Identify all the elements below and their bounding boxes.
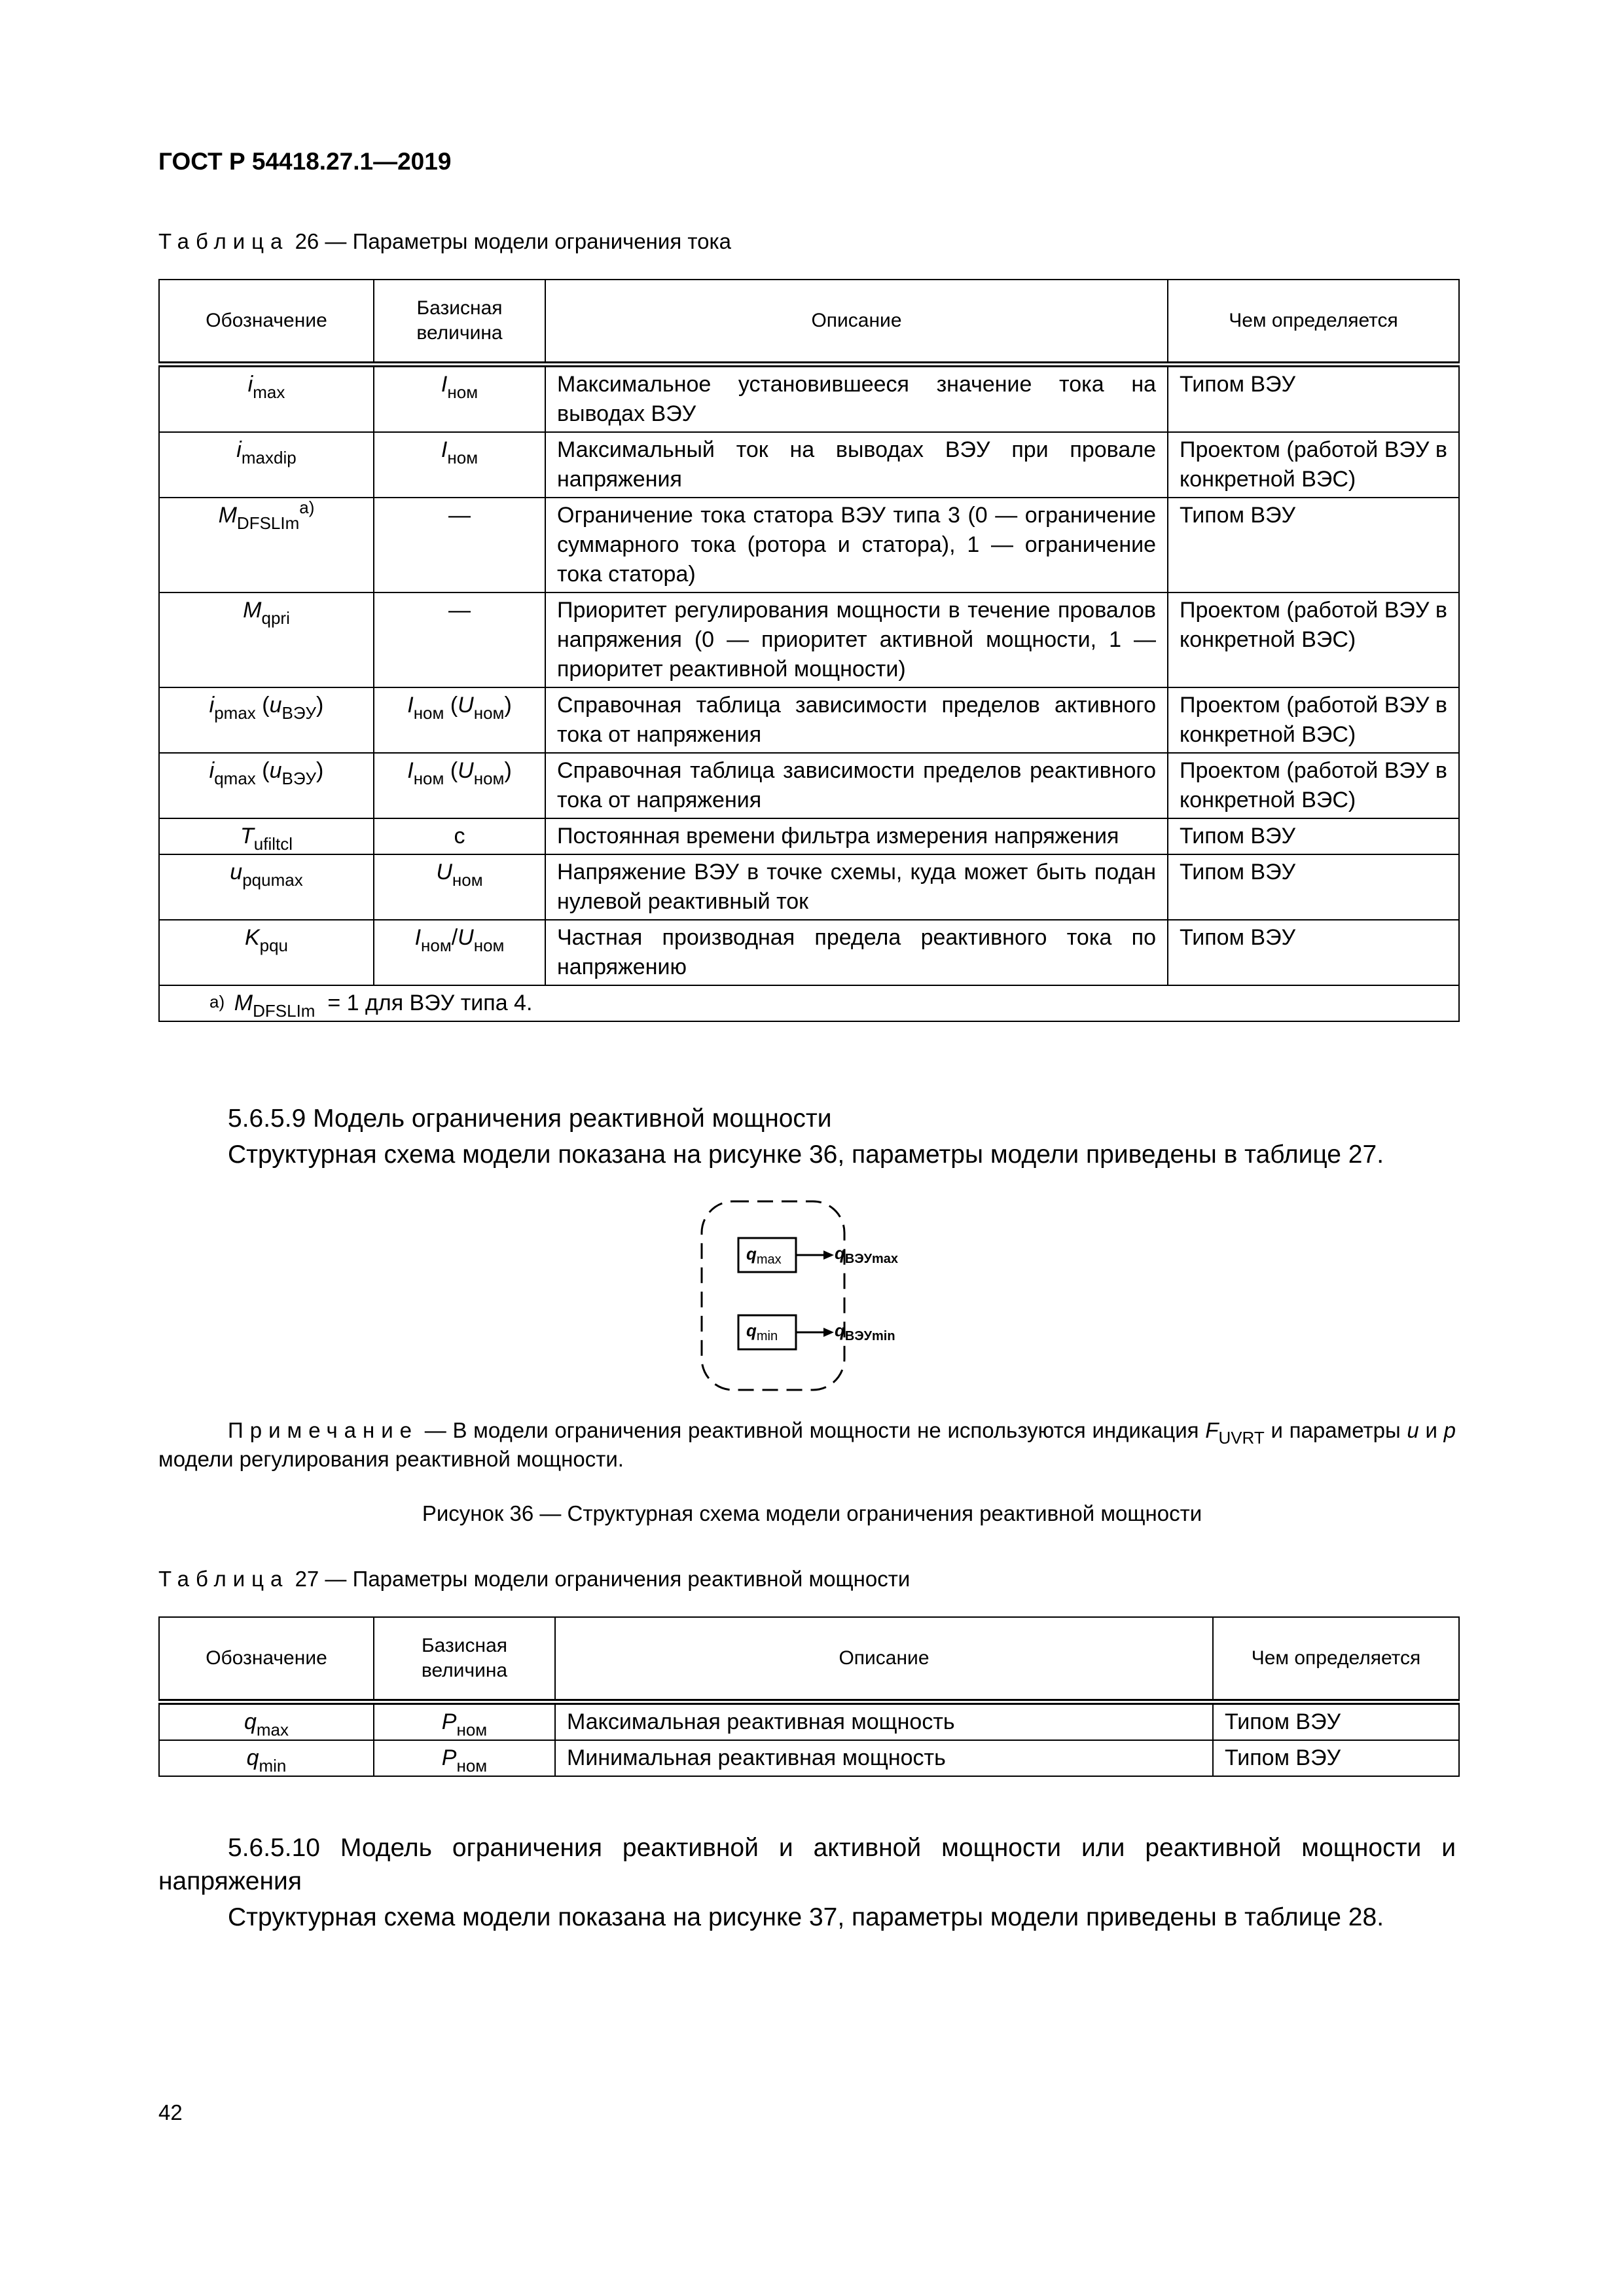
table-caption-word: Таблица [158,229,289,253]
arrow-right-icon [823,1250,834,1260]
base-cell: $I_{ном}$ [374,365,545,433]
determined-by-cell: Типом ВЭУ [1168,365,1459,433]
figure-36-diagram [694,1195,969,1398]
symbol-cell: $M_{qpri}$ [159,592,374,687]
determined-by-cell: Проектом (работой ВЭУ в конкретной ВЭС) [1168,432,1459,498]
description-cell: Справочная таблица зависимости пределов активного тока от напряжения [545,687,1168,753]
symbol-cell: $M_{DFSLIm}^{а)}$ [159,498,374,592]
symbol-cell: $q_{max}$ [159,1702,374,1741]
description-cell: Справочная таблица зависимости пределов реактивного тока от напряжения [545,753,1168,818]
svg-text:qmin: $q_{min}$ [746,1321,778,1343]
table-row [159,818,1459,854]
description-cell: Напряжение ВЭУ в точке схемы, куда может быть подан нулевой реактивный ток [545,854,1168,920]
description-cell: Приоритет регулирования мощности в течение провалов напряжения (0 — приоритет активной мощности, 1 — приоритет реактивной мощности) [545,592,1168,687]
description-cell: Ограничение тока статора ВЭУ типа 3 (0 — ограничение суммарного тока (ротора и статора), 1 — ограничение тока статора) [545,498,1168,592]
table-footnote-row [159,985,1459,1021]
determined-by-cell: Типом ВЭУ [1168,498,1459,592]
symbol-cell: $K_{pqu}$ [159,920,374,985]
table-caption-text: 27 — Параметры модели ограничения реактивной мощности [295,1567,911,1591]
symbol-cell: $i_{maxdip}$ [159,432,374,498]
base-cell: $P_{ном}$ [374,1740,555,1776]
table-row [159,753,1459,818]
symbol-cell: $u_{pqumax}$ [159,854,374,920]
determined-by-cell: Типом ВЭУ [1168,818,1459,854]
table-27-caption [158,1567,910,1592]
column-header-determined-by: Чем определяется [1168,280,1459,365]
base-cell: $I_{ном}$ $(U_{ном})$ [374,753,545,818]
symbol-cell: $q_{min}$ [159,1740,374,1776]
base-cell: — [374,592,545,687]
symbol-cell: $i_{pmax}$ $(u_{ВЭУ})$ [159,687,374,753]
symbol-cell: $i_{qmax}$ $(u_{ВЭУ})$ [159,753,374,818]
column-header-description: Описание [545,280,1168,365]
svg-text:qВЭУmax: $q_{ВЭУmax}$ [835,1243,899,1266]
section-heading-5-6-5-10: 5.6.5.10 Модель ограничения реактивной и активной мощности или реактивной мощности и напряжения [158,1834,1456,1895]
determined-by-cell: Типом ВЭУ [1168,854,1459,920]
table-row [159,920,1459,985]
table-row [159,498,1459,592]
base-cell: $U_{ном}$ [374,854,545,920]
determined-by-cell: Типом ВЭУ [1213,1702,1459,1741]
column-header-description: Описание [555,1617,1213,1702]
symbol-cell: $i_{max}$ [159,365,374,433]
base-cell: — [374,498,545,592]
column-header-symbol: Обозначение [159,280,374,365]
table-row [159,592,1459,687]
section-text-5-6-5-9: Структурная схема модели показана на рисунке 36, параметры модели приведены в таблице 27. [228,1140,1384,1169]
table-27 [158,1616,1460,1777]
base-cell: $I_{ном}$ [374,432,545,498]
column-header-base-value: Базисная величина [374,280,545,365]
arrow-right-icon [823,1328,834,1337]
section-text-5-6-5-10: Структурная схема модели показана на рисунке 37, параметры модели приведены в таблице 28. [228,1903,1384,1931]
description-cell: Максимальный ток на выводах ВЭУ при провале напряжения [545,432,1168,498]
determined-by-cell: Проектом (работой ВЭУ в конкретной ВЭС) [1168,687,1459,753]
table-row [159,432,1459,498]
description-cell: Минимальная реактивная мощность [555,1740,1213,1776]
table-caption-word: Таблица [158,1567,289,1591]
table-caption-text: 26 — Параметры модели ограничения тока [295,229,731,253]
figure-36-caption: Рисунок 36 — Структурная схема модели ограничения реактивной мощности [422,1501,1202,1525]
column-header-symbol: Обозначение [159,1617,374,1702]
section-heading-5-6-5-9: 5.6.5.9 Модель ограничения реактивной мощности [228,1104,832,1133]
description-cell: Максимальное установившееся значение тока на выводах ВЭУ [545,365,1168,433]
table-header-row [159,280,1459,365]
determined-by-cell: Типом ВЭУ [1213,1740,1459,1776]
svg-text:qВЭУmin: $q_{ВЭУmin}$ [835,1321,895,1343]
column-header-base-value: Базисная величина [374,1617,555,1702]
page-number: 42 [158,2100,183,2124]
base-cell: $I_{ном}/U_{ном}$ [374,920,545,985]
column-header-determined-by: Чем определяется [1213,1617,1459,1702]
table-footnote: а) $M_{DFSLIm} = 1$ для ВЭУ типа 4. [159,985,1459,1021]
base-cell: $P_{ном}$ [374,1702,555,1741]
table-header-row [159,1617,1459,1702]
determined-by-cell: Проектом (работой ВЭУ в конкретной ВЭС) [1168,753,1459,818]
determined-by-cell: Типом ВЭУ [1168,920,1459,985]
symbol-cell: $T_{ufiltcl}$ [159,818,374,854]
description-cell: Частная производная предела реактивного тока по напряжению [545,920,1168,985]
description-cell: Максимальная реактивная мощность [555,1702,1213,1741]
figure-36-note: Примечание — В модели ограничения реактивной мощности не используются индикация $F_{UVRT}$ и параметры u и p модели регулирования реактивной мощности. [158,1418,1456,1471]
table-row [159,687,1459,753]
table-row [159,1702,1459,1741]
table-26 [158,279,1460,1022]
base-cell: $I_{ном}$ $(U_{ном})$ [374,687,545,753]
table-row [159,854,1459,920]
dashed-model-boundary [702,1201,844,1390]
svg-text:qmax: $q_{max}$ [746,1244,782,1267]
determined-by-cell: Проектом (работой ВЭУ в конкретной ВЭС) [1168,592,1459,687]
table-row [159,365,1459,433]
table-26-caption [158,229,731,254]
description-cell: Постоянная времени фильтра измерения напряжения [545,818,1168,854]
document-code: ГОСТ Р 54418.27.1—2019 [158,148,452,175]
table-row [159,1740,1459,1776]
base-cell: с [374,818,545,854]
